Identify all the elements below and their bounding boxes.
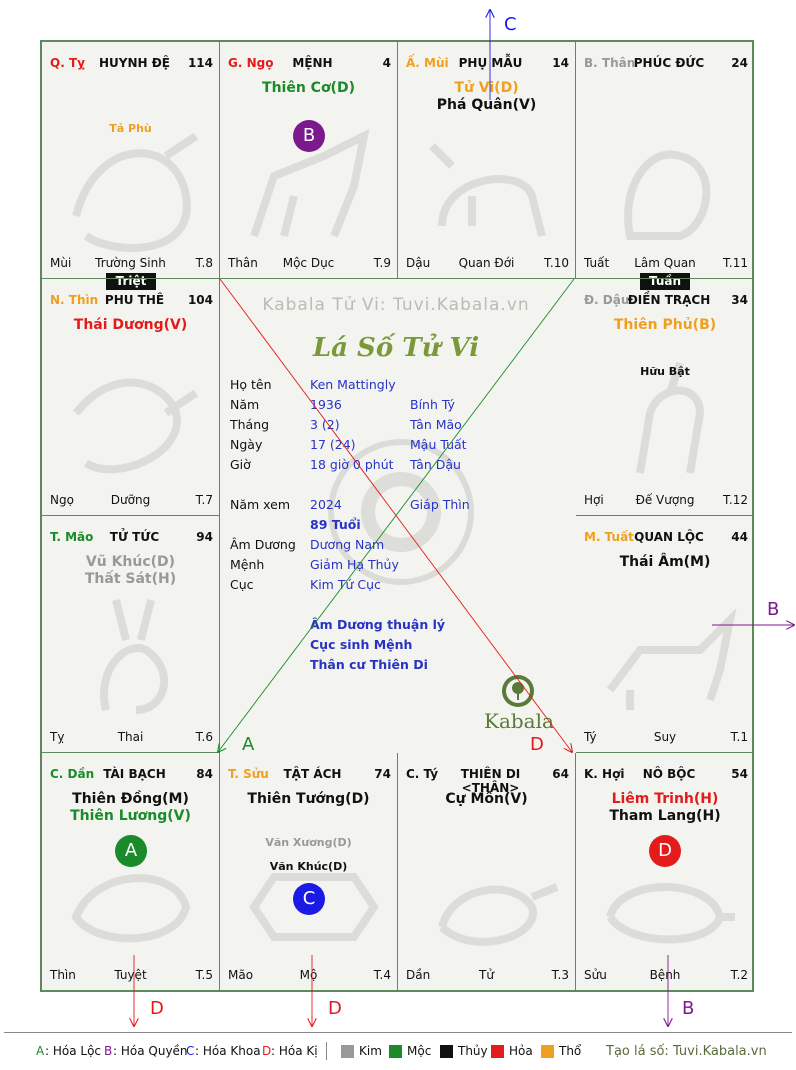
- info-extra: Mậu Tuất: [410, 437, 467, 452]
- legend-bar: [0, 1032, 796, 1070]
- legend-transform-label: : Hóa Quyền: [113, 1044, 188, 1058]
- palace-phase: Dậu: [406, 256, 431, 270]
- info-value: Giảm Hạ Thủy: [310, 557, 399, 572]
- palace-number: 54: [731, 767, 748, 781]
- palace-phase: Sửu: [584, 968, 607, 982]
- palace-phase: Dần: [406, 968, 431, 982]
- legend-transform-label: : Hóa Khoa: [195, 1044, 261, 1058]
- kabala-logo-text: Kabala: [484, 709, 554, 733]
- palace-period: T.10: [544, 256, 569, 270]
- palace-name: MỆNH: [292, 56, 333, 70]
- label-b-bottom: B: [682, 998, 695, 1019]
- palace-branch: T. Sửu: [228, 767, 269, 781]
- label-b-right: B: [767, 599, 780, 620]
- minor-star: Hữu Bật: [640, 365, 690, 378]
- palace-phase: Hợi: [584, 493, 604, 507]
- palace-phase: Thìn: [50, 968, 76, 982]
- legend-divider: [4, 1032, 792, 1033]
- element-label: Hỏa: [509, 1044, 533, 1058]
- info-label: Họ tên: [230, 377, 272, 392]
- minor-star: Văn Xương(D): [265, 836, 352, 849]
- label-a-diag: A: [242, 734, 255, 755]
- palace-period: T.8: [195, 256, 213, 270]
- legend-key-d: D: [262, 1044, 272, 1058]
- palace-name: TỬ TỨC: [109, 530, 160, 544]
- palace-branch: N. Thìn: [50, 293, 99, 307]
- palace-stage: Thai: [117, 730, 144, 744]
- major-star: Thất Sát(H): [84, 571, 177, 587]
- palace-number: 104: [187, 293, 213, 307]
- palace-number: 94: [196, 530, 213, 544]
- palace-name: QUAN LỘC: [634, 530, 704, 544]
- info-label: Âm Dương: [230, 537, 296, 552]
- palace-branch: C. Tý: [406, 767, 439, 781]
- info-label: Năm xem: [230, 497, 291, 512]
- major-star: Thiên Cơ(D): [262, 80, 355, 96]
- major-star: Thái Dương(V): [73, 317, 188, 333]
- label-d-bottom-1: D: [150, 998, 164, 1019]
- palace-number: 114: [187, 56, 213, 70]
- tuan-tag: Tuần: [640, 273, 690, 290]
- palace-period: T.6: [195, 730, 213, 744]
- palace-period: T.11: [723, 256, 748, 270]
- palace-name: THIÊN DI <THÂN>: [460, 767, 521, 795]
- palace-number: 84: [196, 767, 213, 781]
- info-label: Mệnh: [230, 557, 265, 572]
- palace-number: 24: [731, 56, 748, 70]
- element-label: Kim: [359, 1044, 382, 1058]
- minor-star: Tả Phù: [109, 122, 152, 135]
- palace-phase: Mùi: [50, 256, 72, 270]
- palace-stage: Bệnh: [649, 968, 681, 982]
- palace-number: 14: [552, 56, 569, 70]
- palace-stage: Tử: [479, 968, 494, 982]
- legend-key-a: A: [36, 1044, 45, 1058]
- label-d-diag: D: [530, 734, 544, 755]
- palace-number: 44: [731, 530, 748, 544]
- credit-link[interactable]: Tạo lá số: Tuvi.Kabala.vn: [606, 1044, 767, 1059]
- palace-period: T.4: [373, 968, 391, 982]
- palace-branch: M. Tuất: [584, 530, 634, 544]
- info-label: Cục: [230, 577, 254, 592]
- element-label: Thủy: [458, 1044, 488, 1058]
- palace-branch: T. Mão: [50, 530, 94, 544]
- palace-phase: Ngọ: [50, 493, 74, 507]
- hoa-loc-diagonal-arrow: [218, 279, 574, 752]
- element-swatch: [440, 1045, 453, 1058]
- palace-name: PHÚC ĐỨC: [633, 56, 705, 70]
- center-watermark: Kabala Tử Vi: Tuvi.Kabala.vn: [262, 295, 530, 315]
- palace-branch: G. Ngọ: [228, 56, 274, 70]
- label-d-bottom-2: D: [328, 998, 342, 1019]
- palace-name: PHỤ MẪU: [458, 56, 523, 70]
- info-extra: Tân Mão: [410, 417, 462, 432]
- legend-separator: [326, 1042, 327, 1060]
- palace-branch: Q. Tỵ: [50, 56, 85, 70]
- info-label: Năm: [230, 397, 260, 412]
- palace-branch: Ấ. Mùi: [406, 56, 449, 70]
- major-star: Thiên Tướng(D): [247, 791, 370, 807]
- major-star: Cự Môn(V): [445, 791, 528, 807]
- palace-number: 64: [552, 767, 569, 781]
- info-extra: Tân Dậu: [410, 457, 461, 472]
- palace-name: NÔ BỘC: [642, 767, 696, 781]
- palace-number: 34: [731, 293, 748, 307]
- palace-name: TẬT ÁCH: [283, 767, 342, 781]
- palace-phase: Tý: [584, 730, 597, 744]
- palace-stage: Mộc Dục: [282, 256, 335, 270]
- palace-period: T.5: [195, 968, 213, 982]
- palace-stage: Trường Sinh: [95, 256, 166, 270]
- legend-transform-label: : Hóa Lộc: [45, 1044, 102, 1058]
- palace-branch: C. Dần: [50, 767, 95, 781]
- transform-marker-d: D: [649, 835, 681, 867]
- palace-phase: Thân: [228, 256, 258, 270]
- major-star: Tử Vi(D): [454, 80, 519, 96]
- info-extra: Bính Tý: [410, 397, 455, 412]
- minor-star: Văn Khúc(D): [269, 860, 348, 873]
- palace-stage: Mộ: [299, 968, 318, 982]
- palace-period: T.3: [551, 968, 569, 982]
- palace-stage: Lâm Quan: [634, 256, 696, 270]
- palace-phase: Tuất: [584, 256, 610, 270]
- info-value: 17 (24): [310, 437, 356, 452]
- palace-stage: Tuyệt: [114, 968, 147, 982]
- palace-period: T.7: [195, 493, 213, 507]
- transform-marker-b: B: [293, 120, 325, 152]
- center-title: Lá Số Tử Vi: [312, 333, 480, 363]
- palace-stage: Quan Đới: [458, 256, 515, 270]
- element-swatch: [389, 1045, 402, 1058]
- element-swatch: [341, 1045, 354, 1058]
- major-star: Thái Âm(M): [619, 554, 711, 570]
- legend-key-b: B: [104, 1044, 113, 1058]
- palace-branch: B. Thân: [584, 56, 636, 70]
- label-c-top: C: [504, 14, 517, 35]
- palace-stage: Suy: [653, 730, 677, 744]
- element-swatch: [491, 1045, 504, 1058]
- palace-name: ĐIỀN TRẠCH: [627, 293, 711, 307]
- major-star: Thiên Phủ(B): [613, 317, 717, 333]
- palace-period: T.1: [730, 730, 748, 744]
- major-star: Tham Lang(H): [609, 808, 721, 824]
- transform-marker-a: A: [115, 835, 147, 867]
- palace-phase: Tỵ: [50, 730, 65, 744]
- major-star: Thiên Đồng(M): [72, 791, 189, 807]
- major-star: Phá Quân(V): [436, 97, 537, 113]
- triet-tag: Triệt: [106, 273, 156, 290]
- info-note: Cục sinh Mệnh: [310, 637, 413, 652]
- info-value: Dương Nam: [310, 537, 385, 552]
- element-swatch: [541, 1045, 554, 1058]
- palace-branch: K. Hợi: [584, 767, 625, 781]
- info-value: Kim Tứ Cục: [310, 577, 381, 592]
- palace-period: T.9: [373, 256, 391, 270]
- info-note: Thân cư Thiên Di: [310, 657, 428, 672]
- palace-branch: Đ. Dậu: [584, 293, 630, 307]
- info-value: 18 giờ 0 phút: [310, 457, 394, 472]
- palace-number: 74: [374, 767, 391, 781]
- palace-number: 4: [382, 56, 391, 70]
- info-label: Giờ: [230, 457, 251, 472]
- legend-key-c: C: [186, 1044, 195, 1058]
- palace-stage: Dưỡng: [110, 493, 151, 507]
- info-label: Tháng: [230, 417, 270, 432]
- info-value: 3 (2): [310, 417, 340, 432]
- palace-name: HUYNH ĐỆ: [99, 56, 170, 70]
- info-value: 89 Tuổi: [310, 517, 361, 532]
- palace-name: PHU THÊ: [104, 293, 165, 307]
- element-label: Thổ: [559, 1044, 582, 1058]
- palace-period: T.2: [730, 968, 748, 982]
- info-extra: Giáp Thìn: [410, 497, 470, 512]
- info-label: Ngày: [230, 437, 263, 452]
- major-star: Vũ Khúc(D): [85, 554, 176, 570]
- major-star: Liêm Trinh(H): [611, 791, 719, 807]
- legend-transform-label: : Hóa Kị: [271, 1044, 318, 1058]
- palace-phase: Mão: [228, 968, 254, 982]
- info-note: Âm Dương thuận lý: [310, 617, 446, 632]
- element-label: Mộc: [407, 1044, 432, 1058]
- info-value: 2024: [310, 497, 342, 512]
- palace-period: T.12: [723, 493, 748, 507]
- info-value: 1936: [310, 397, 342, 412]
- palace-name: TÀI BẠCH: [103, 767, 166, 781]
- info-value: Ken Mattingly: [310, 377, 396, 392]
- transform-marker-c: C: [293, 883, 325, 915]
- palace-stage: Đế Vượng: [635, 493, 695, 507]
- major-star: Thiên Lương(V): [70, 808, 191, 824]
